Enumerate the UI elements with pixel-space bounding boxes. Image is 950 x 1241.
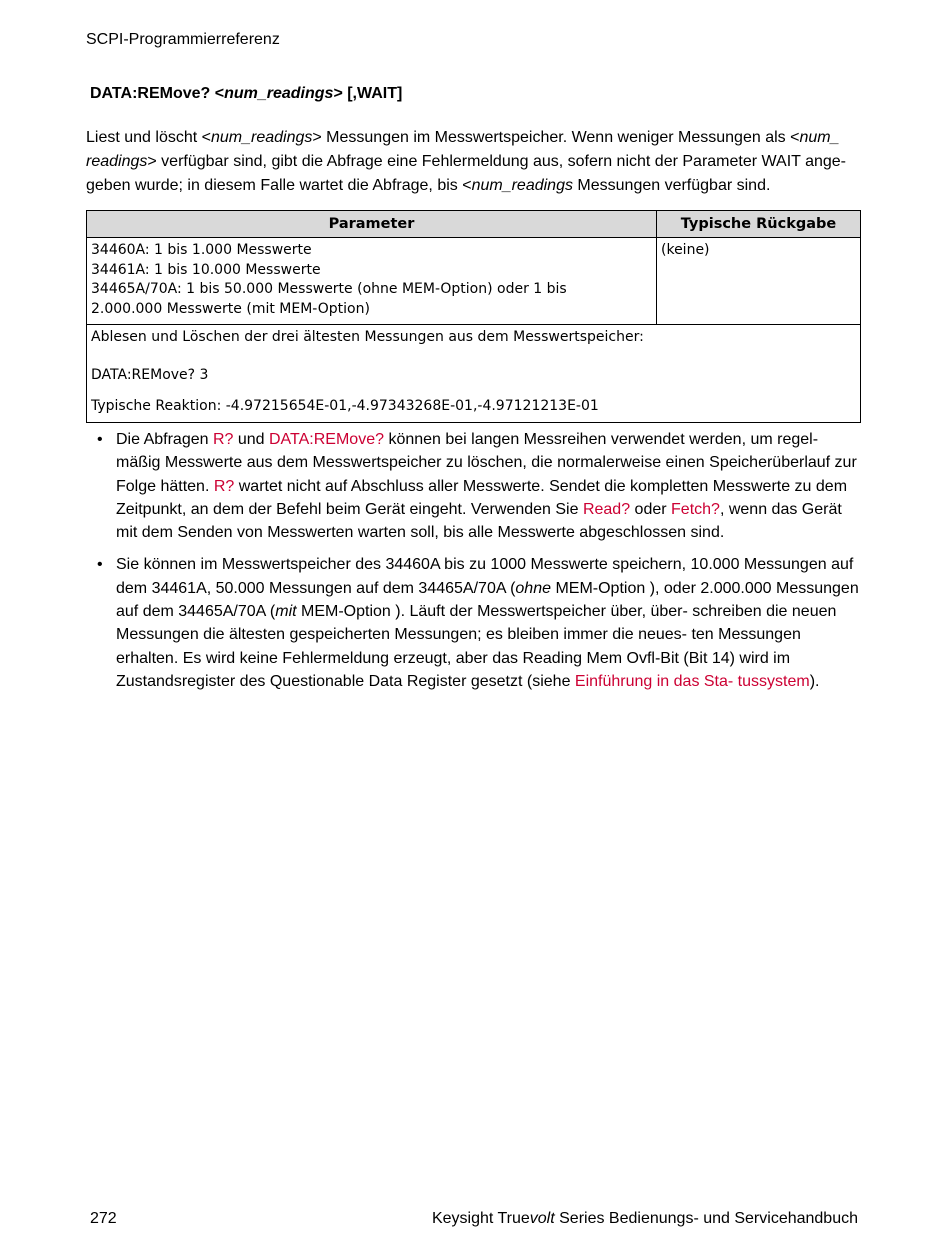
note-text: können bei langen Messreihen verwendet werden, um regel- mäßig Messwerte aus dem Messwertspeicher zu löschen, die normalerweise einen Speicherüberlauf zur Folge hätten. [116, 431, 857, 495]
intro-italic: num_readings [210, 129, 313, 146]
header-typical-return: Typische Rückgabe [657, 211, 861, 238]
link-data-remove[interactable]: DATA:REMove? [269, 431, 384, 448]
note-text: Sie können im Messwertspeicher des 34460A bis zu 1000 Messwerte speichern, 10.000 Messungen auf dem 34461A, 50.000 Messungen auf dem 34465A/70A ( [116, 556, 854, 597]
note-text: und [233, 431, 269, 448]
note-italic: ohne [515, 579, 551, 597]
footer-title-italic: volt [529, 1210, 555, 1227]
command-prefix: DATA:REMove? < [90, 85, 225, 102]
bullet-icon: • [97, 431, 103, 448]
example-row [87, 325, 861, 423]
list-item [86, 428, 866, 544]
notes-list [86, 428, 866, 702]
link-fetch[interactable]: Fetch? [671, 500, 720, 518]
intro-text: > verfügbar sind, gibt die Abfrage eine Fehlermeldung aus, sofern nicht der Parameter WAIT ange- geben wurde; in diesem Falle wartet die Abfrage, bis < [86, 153, 846, 194]
bullet-icon: • [97, 556, 103, 574]
example-description: Ablesen und Löschen der drei ältesten Messungen aus dem Messwertspeicher: [91, 329, 644, 345]
table-row [87, 238, 861, 325]
parameter-line: 34465A/70A: 1 bis 50.000 Messwerte (ohne MEM-Option) oder 1 bis [91, 281, 567, 297]
intro-italic: num_readings [471, 177, 573, 194]
parameter-table [86, 210, 861, 423]
parameter-cell [87, 238, 657, 325]
note-text: , wenn das Gerät mit dem Senden von Messwerten warten soll, bis alle Messwerte abgeschlossen sind. [116, 500, 842, 542]
note-text: ). [809, 672, 820, 690]
running-head: SCPI-Programmierreferenz [86, 31, 280, 48]
note-text: Die Abfragen [116, 431, 213, 448]
intro-paragraph [86, 126, 866, 198]
note-text: wartet nicht auf Abschluss aller Messwerte. Sendet die kompletten Messwerte zu dem Zeitpunkt, an dem der Befehl beim Gerät eingeht. Verwenden Sie [116, 477, 848, 518]
parameter-line: 34461A: 1 bis 10.000 Messwerte [91, 261, 321, 278]
example-command: DATA:REMove? 3 [91, 366, 209, 383]
intro-text: Liest und löscht < [86, 129, 211, 146]
link-status-system[interactable]: Einführung in das Sta- tussystem [574, 672, 810, 690]
command-suffix: > [,WAIT] [333, 85, 403, 102]
link-r-query[interactable]: R? [213, 477, 235, 495]
intro-text: Messungen verfügbar sind. [572, 177, 771, 194]
list-item [86, 553, 866, 693]
link-r-query[interactable]: R? [212, 431, 234, 448]
command-argument: num_readings [224, 85, 334, 102]
note-text: MEM-Option ). Läuft der Messwertspeicher über, über- schreiben die neuen Messungen die ältesten gespeicherten Messungen; es bleiben immer die neues- ten Messungen erhalten. Es wird keine Fehlermeldung erzeugt, aber das Reading Mem Ovfl-Bit (Bit 14) wird im Zustandsregister des Questionable Data Register gesetzt (siehe [116, 603, 837, 690]
footer-title-part: Series Bedienungs- und Servicehandbuch [554, 1210, 858, 1227]
command-title [90, 85, 402, 103]
parameter-line: 34460A: 1 bis 1.000 Messwerte [91, 242, 312, 258]
footer-title [432, 1210, 858, 1228]
page-number: 272 [90, 1210, 117, 1227]
example-response: Typische Reaktion: -4.97215654E-01,-4.97343268E-01,-4.97121213E-01 [91, 398, 599, 414]
intro-italic: num_ readings [86, 129, 840, 170]
note-text: MEM-Option ), oder 2.000.000 Messungen auf dem 34465A/70A ( [116, 579, 859, 621]
return-cell: (keine) [657, 238, 861, 325]
note-italic: mit [275, 603, 297, 621]
header-parameter: Parameter [87, 211, 657, 238]
table-header-row [87, 211, 861, 238]
link-read[interactable]: Read? [582, 500, 631, 518]
parameter-line: 2.000.000 Messwerte (mit MEM-Option) [91, 300, 370, 317]
footer-title-part: Keysight True [431, 1210, 530, 1227]
intro-text: > Messungen im Messwertspeicher. Wenn weniger Messungen als < [312, 129, 800, 146]
note-text: oder [630, 500, 672, 518]
example-cell [87, 325, 861, 423]
